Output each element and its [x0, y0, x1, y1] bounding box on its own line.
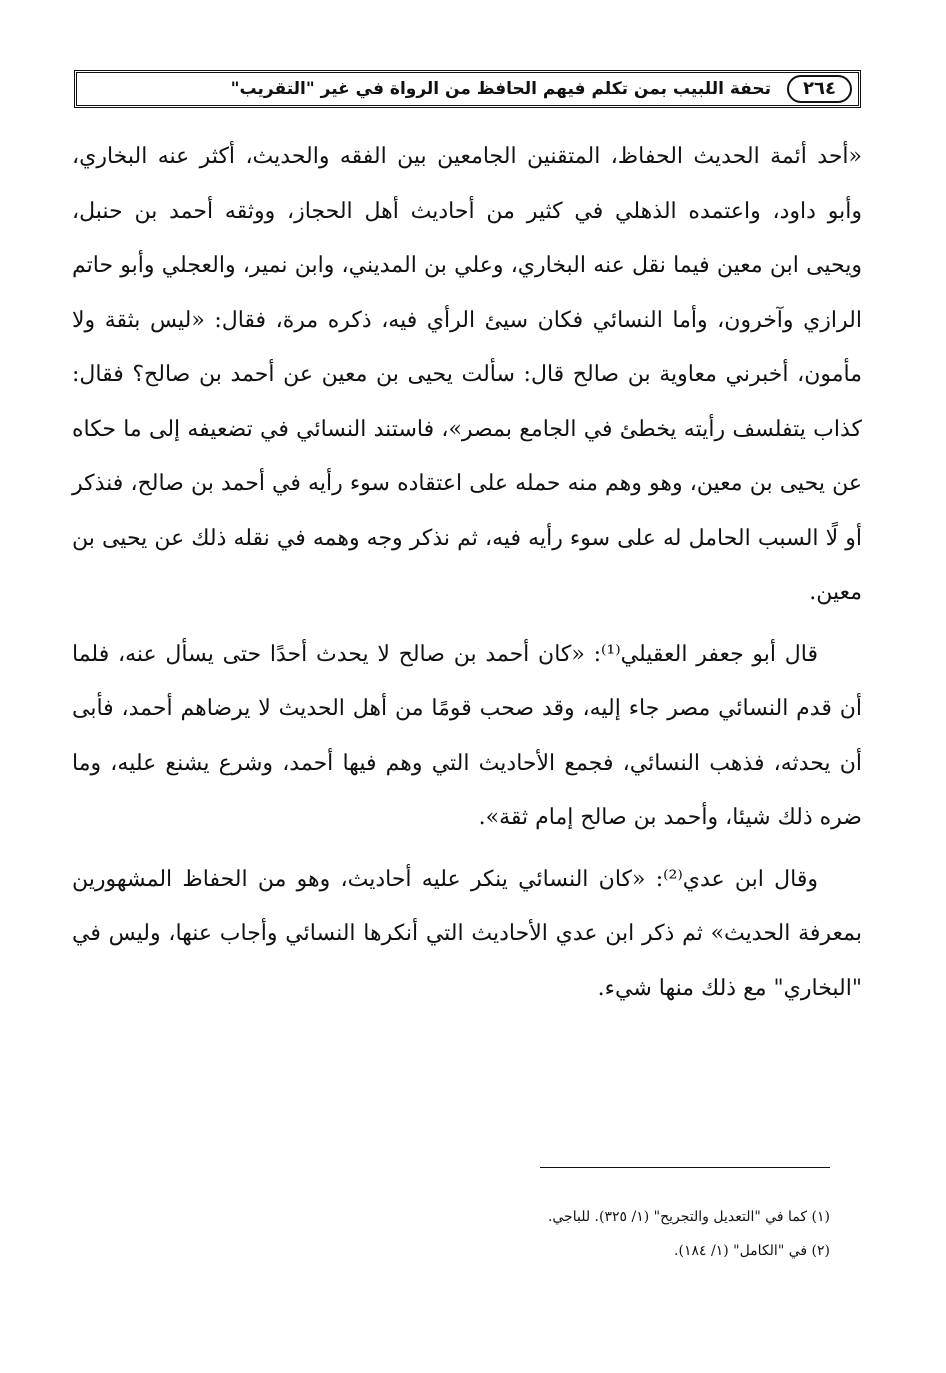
paragraph-3: وقال ابن عدي⁽²⁾: «كان النسائي ينكر عليه أحاديث، وهو من الحفاظ المشهورين بمعرفة الحديث» ثم ذكر ابن عدي الأحاديث التي أنكرها النسائي وأجاب عنها، وليس في "البخاري" مع ذلك منها شيء. — [72, 866, 862, 1001]
footnote-2: (٢) في "الكامل" (١/ ١٨٤). — [674, 1243, 830, 1259]
footnotes — [300, 1200, 830, 1268]
paragraph-1: «أحد أئمة الحديث الحفاظ، المتقنين الجامعين بين الفقه والحديث، أكثر عنه البخاري، وأبو داود، واعتمده الذهلي في كثير من أحاديث أهل الحجاز، ووثقه أحمد بن حنبل، ويحيى ابن معين فيما نقل عنه البخاري، وعلي بن المديني، وابن نمير، والعجلي وأبو حاتم الرازي وآخرون، وأما النسائي فكان سيئ الرأي فيه، ذكره مرة، فقال: «ليس بثقة ولا مأمون، أخبرني معاوية بن صالح قال: سألت يحيى بن معين عن أحمد بن صالح؟ فقال: كذاب يتفلسف رأيته يخطئ في الجامع بمصر»، فاستند النسائي في تضعيفه إلى ما حكاه عن يحيى بن معين، وهو وهم منه حمله على اعتقاده سوء رأيه في أحمد بن صالح، فنذكر أو لًا السبب الحامل له على سوء رأيه فيه، ثم نذكر وجه وهمه في نقله ذلك عن يحيى بن معين. — [72, 144, 862, 605]
running-header — [74, 70, 861, 108]
footnote-1: (١) كما في "التعديل والتجريح" (١/ ٣٢٥). للباجي. — [547, 1209, 830, 1225]
main-text — [72, 130, 862, 1023]
running-title: تحفة اللبيب بمن تكلم فيهم الحافظ من الرواة في غير "التقريب" — [230, 79, 772, 99]
footnote-separator — [540, 1167, 830, 1168]
page-number: ٢٦٤ — [787, 75, 852, 103]
paragraph-2: قال أبو جعفر العقيلي⁽¹⁾: «كان أحمد بن صالح لا يحدث أحدًا حتى يسأل عنه، فلما أن قدم النسائي مصر جاء إليه، وقد صحب قومًا من أهل الحديث لا يرضاهم أحمد، فأبى أن يحدثه، فذهب النسائي، فجمع الأحاديث التي وهم فيها أحمد، وشرع يشنع عليه، وما ضره ذلك شيئا، وأحمد بن صالح إمام ثقة». — [72, 641, 862, 830]
